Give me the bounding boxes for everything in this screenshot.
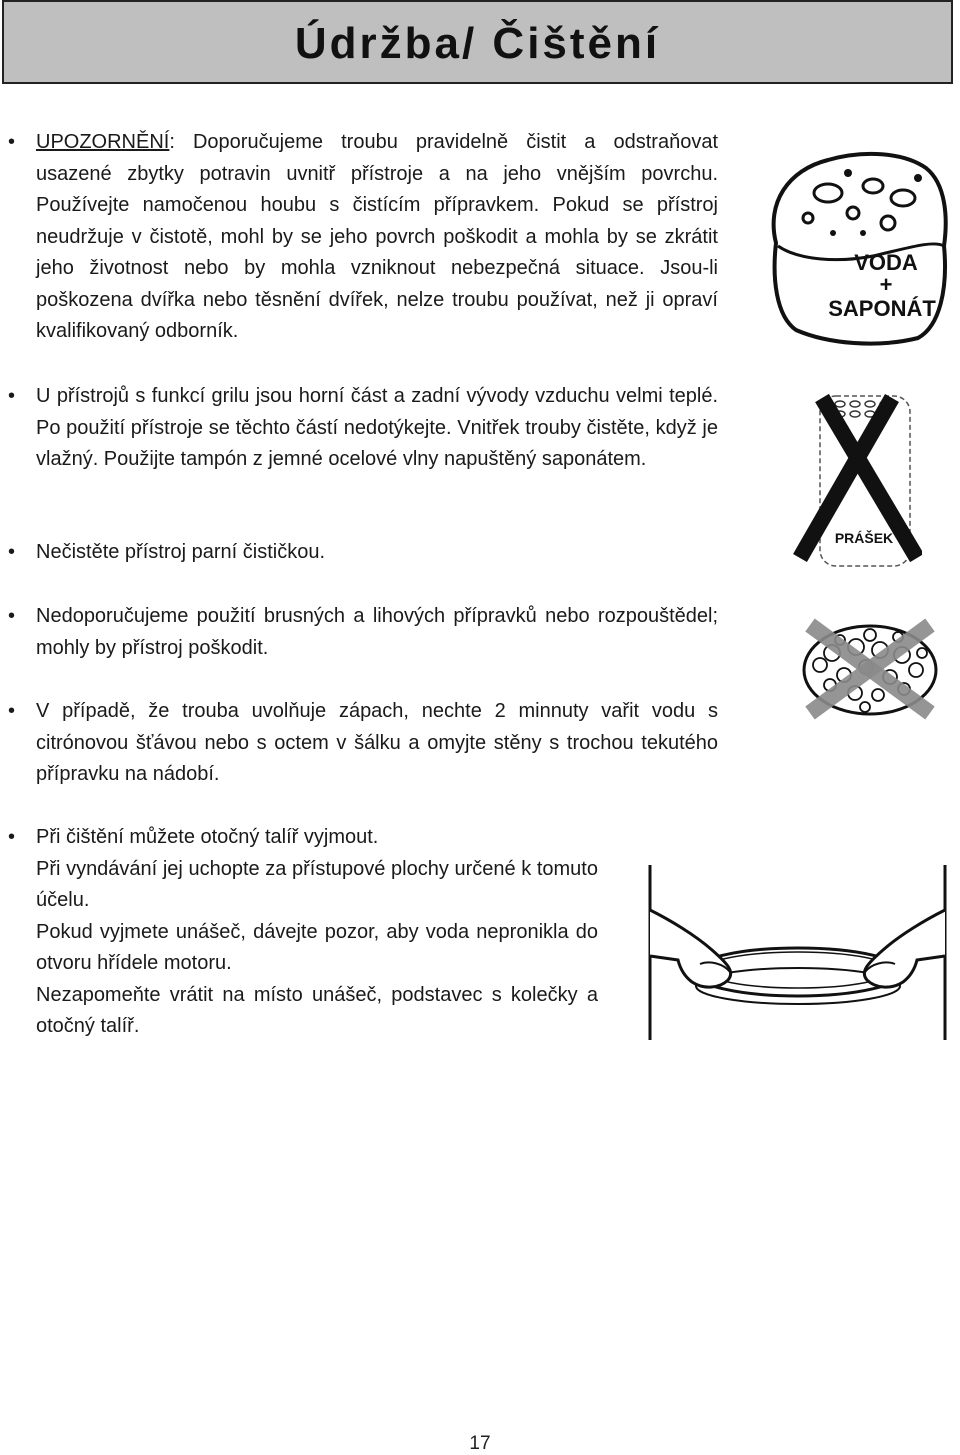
item-text: Nedoporučujeme použití brusných a lihových přípravků nebo rozpouštědel; mohly by přístroj poškodit. bbox=[36, 605, 718, 659]
bullet: • bbox=[8, 700, 16, 722]
bullet: • bbox=[8, 826, 16, 848]
item-text: Nečistěte přístroj parní čističkou. bbox=[36, 541, 325, 563]
sponge-label-3: SAPONÁT bbox=[828, 296, 936, 321]
title-bar bbox=[2, 0, 953, 84]
text-line: Pokud vyjmete unášeč, dávejte pozor, aby voda nepronikla do otvoru hřídele motoru. bbox=[36, 920, 598, 974]
sponge-label-1: VODA bbox=[854, 250, 918, 275]
item-text: U přístrojů s funkcí grilu jsou horní část a zadní vývody vzduchu velmi teplé. Po použití přístroje se těchto částí nedotýkejte. Vnitřek trouby čistěte, když je vlažný. Použijte tampón z jemné ocelové vlny napuštěný saponátem. bbox=[36, 385, 718, 470]
text-line: Při čištění můžete otočný talíř vyjmout. bbox=[36, 826, 379, 848]
steel-wool-crossed-illustration bbox=[800, 615, 940, 720]
sponge-label-2: + bbox=[879, 272, 893, 297]
item-text: V případě, že trouba uvolňuje zápach, nechte 2 minnuty vařit vodu s citrónovou šťávou nebo s octem v šálku a omyjte stěny s trochou tekutého přípravku na nádobí. bbox=[36, 700, 718, 785]
page-title: Údržba/ Čištění bbox=[294, 19, 661, 68]
bullet: • bbox=[8, 541, 16, 563]
page-number: 17 bbox=[469, 1433, 491, 1454]
item-text bbox=[36, 822, 598, 1043]
text-line: Nezapomeňte vrátit na místo unášeč, podstavec s kolečky a otočný talíř. bbox=[36, 983, 598, 1037]
warning-text: : Doporučujeme troubu pravidelně čistit a odstraňovat usazené zbytky potravin uvnitř přístroje a na jeho vnějším povrchu. Používejte namočenou houbu s čistícím přípravkem. Pokud se přístroj neudržuje v čistotě, mohl by se jeho povrch poškodit a mohla by se zkrátit jeho životnost nebo by mohla vzniknout nebezpečná situace. Jsou-li poškozena dvířka nebo těsnění dvířek, nelze troubu používat, než ji opraví kvalifikovaný odborník. bbox=[36, 131, 718, 342]
text-line: Při vyndávání jej uchopte za přístupové plochy určené k tomuto účelu. bbox=[36, 857, 598, 911]
turntable-hands-illustration bbox=[640, 860, 958, 1045]
bullet: • bbox=[8, 605, 16, 627]
bullet: • bbox=[8, 131, 16, 153]
bullet: • bbox=[8, 385, 16, 407]
warning-label: UPOZORNĚNÍ bbox=[36, 131, 170, 153]
powder-label: PRÁŠEK bbox=[834, 530, 894, 546]
sponge-illustration bbox=[768, 148, 948, 348]
powder-crossed-illustration bbox=[792, 390, 922, 580]
item-text bbox=[36, 127, 718, 348]
